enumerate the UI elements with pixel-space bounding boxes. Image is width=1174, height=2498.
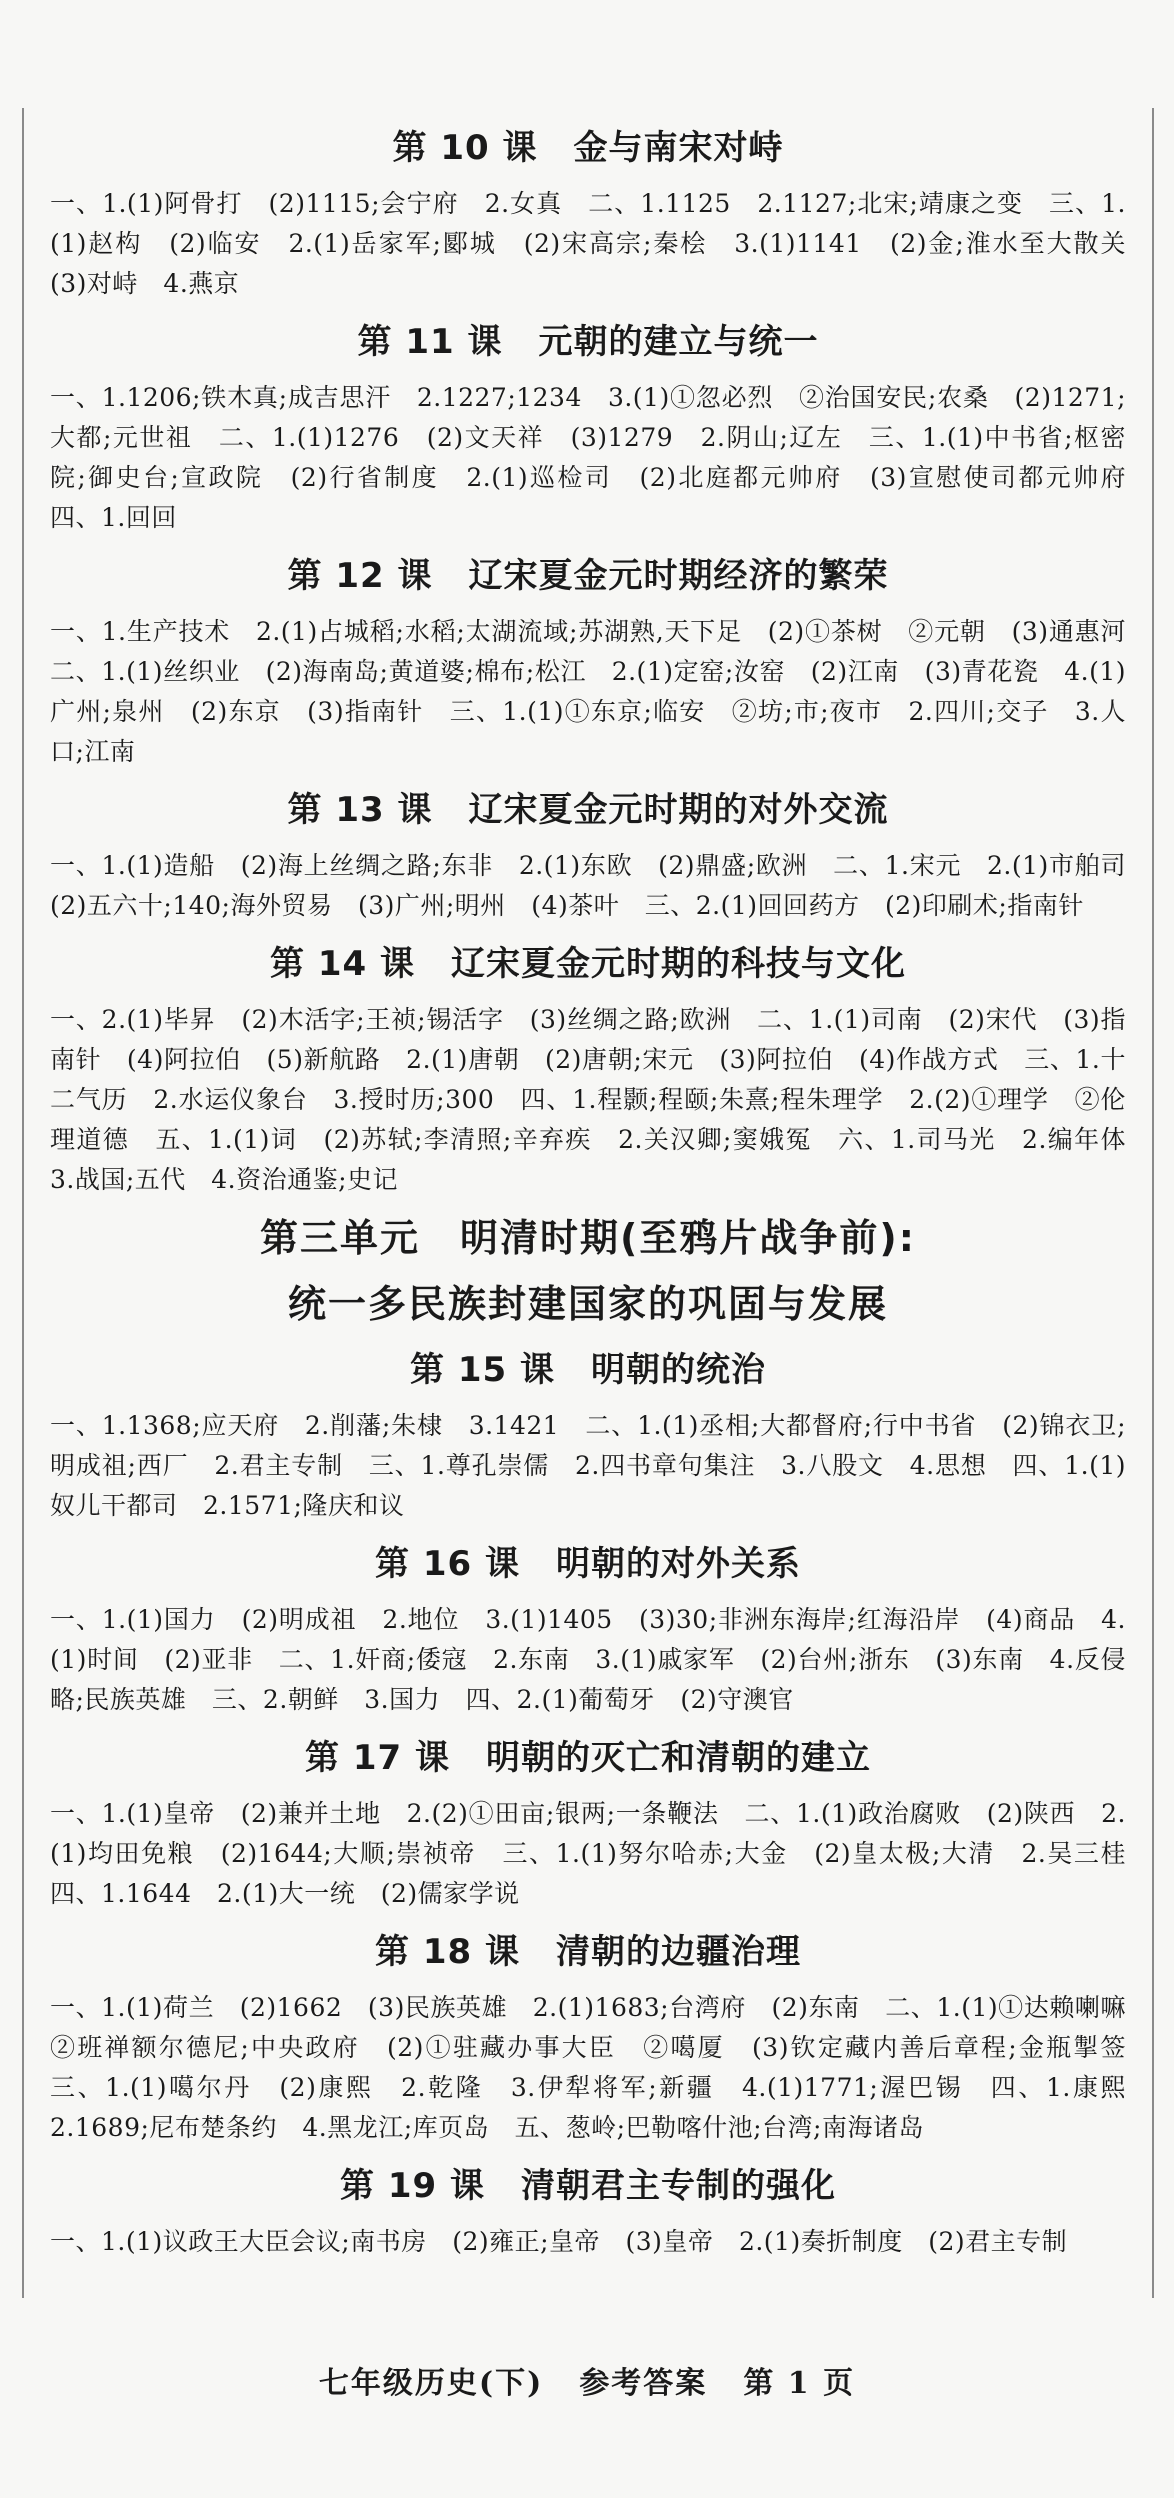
lesson-13-title <box>50 786 1126 834</box>
lesson-14-title <box>50 940 1126 988</box>
lesson-name: 辽宋夏金元时期经济的繁荣 <box>468 556 889 596</box>
right-border-line <box>1152 108 1154 2298</box>
lesson-number: 第 18 课 <box>375 1932 520 1972</box>
lesson-number: 第 19 课 <box>340 2166 485 2206</box>
lesson-14-answers: 一、2.(1)毕昇 (2)木活字;王祯;锡活字 (3)丝绸之路;欧洲 二、1.(1)司南 (2)宋代 (3)指南针 (4)阿拉伯 (5)新航路 2.(1)唐朝 (2)唐朝;宋元 (3)阿拉伯 (4)作战方式 三、1.十二气历 2.水运仪象台 3.授时历;300 四、1.程颢;程颐;朱熹;程朱理学 2.(2)①理学 ②伦理道德 五、1.(1)词 (2)苏轼;李清照;辛弃疾 2.关汉卿;窦娥冤 六、1.司马光 2.编年体 3.战国;五代 4.资治通鉴;史记 <box>50 1005 1152 1194</box>
footer-page-number: 第 1 页 <box>743 2366 856 2401</box>
unit-3-subtitle: 统一多民族封建国家的巩固与发展 <box>287 1282 888 1326</box>
lesson-17-answers: 一、1.(1)皇帝 (2)兼并土地 2.(2)①田亩;银两;一条鞭法 二、1.(1)政治腐败 (2)陕西 2.(1)均田免粮 (2)1644;大顺;崇祯帝 三、1.(1)努尔哈赤;大金 (2)皇太极;大清 2.吴三桂 四、1.1644 2.(1)大一统 (2)儒家学说 <box>50 1799 1152 1908</box>
lesson-17-title <box>50 1734 1126 1782</box>
lesson-15-title <box>50 1346 1126 1394</box>
lesson-11-title <box>50 318 1126 366</box>
lesson-number: 第 16 课 <box>375 1544 520 1584</box>
lesson-name: 明朝的灭亡和清朝的建立 <box>486 1738 871 1778</box>
lesson-number: 第 17 课 <box>305 1738 450 1778</box>
lesson-18-title <box>50 1928 1126 1976</box>
lesson-name: 清朝的边疆治理 <box>556 1932 801 1972</box>
lesson-15-answers: 一、1.1368;应天府 2.削藩;朱棣 3.1421 二、1.(1)丞相;大都督府;行中书省 (2)锦衣卫;明成祖;西厂 2.君主专制 三、1.尊孔崇儒 2.四书章句集注 3.八股文 4.思想 四、1.(1)奴儿干都司 2.1571;隆庆和议 <box>50 1411 1126 1520</box>
lesson-10-answers: 一、1.(1)阿骨打 (2)1115;会宁府 2.女真 二、1.1125 2.1127;北宋;靖康之变 三、1.(1)赵构 (2)临安 2.(1)岳家军;郾城 (2)宋高宗;秦桧 3.(1)1141 (2)金;淮水至大散关 (3)对峙 4.燕京 <box>50 189 1152 298</box>
lesson-16-answers: 一、1.(1)国力 (2)明成祖 2.地位 3.(1)1405 (3)30;非洲东海岸;红海沿岸 (4)商品 4.(1)时间 (2)亚非 二、1.奸商;倭寇 2.东南 3.(1)戚家军 (2)台州;浙东 (3)东南 4.反侵略;民族英雄 三、2.朝鲜 3.国力 四、2.(1)葡萄牙 (2)守澳官 <box>50 1605 1126 1714</box>
lesson-11-answers: 一、1.1206;铁木真;成吉思汗 2.1227;1234 3.(1)①忽必烈 ②治国安民;农桑 (2)1271;大都;元世祖 二、1.(1)1276 (2)文天祥 (3)1279 2.阴山;辽左 三、1.(1)中书省;枢密院;御史台;宣政院 (2)行省制度 2.(1)巡检司 (2)北庭都元帅府 (3)宣慰使司都元帅府 四、1.回回 <box>50 383 1152 532</box>
lesson-name: 清朝君主专制的强化 <box>521 2166 836 2206</box>
lesson-number: 第 12 课 <box>287 556 433 596</box>
lesson-number: 第 13 课 <box>287 790 433 830</box>
lesson-16-title <box>50 1540 1126 1588</box>
lesson-name: 金与南宋对峙 <box>573 128 784 168</box>
footer-book-title: 七年级历史(下) <box>318 2366 544 2401</box>
unit-number: 第三单元 <box>260 1216 421 1260</box>
lesson-name: 元朝的建立与统一 <box>538 322 819 362</box>
lesson-name: 辽宋夏金元时期的科技与文化 <box>451 944 906 984</box>
answer-key-page <box>50 110 1152 2262</box>
left-border-line <box>22 108 24 2298</box>
unit-3-title <box>50 1210 1126 1266</box>
unit-name: 明清时期(至鸦片战争前): <box>460 1216 916 1260</box>
lesson-12-title <box>50 552 1126 600</box>
lesson-name: 辽宋夏金元时期的对外交流 <box>468 790 889 830</box>
page-footer <box>0 2358 1174 2402</box>
lesson-12-answers: 一、1.生产技术 2.(1)占城稻;水稻;太湖流域;苏湖熟,天下足 (2)①茶树 ②元朝 (3)通惠河 二、1.(1)丝织业 (2)海南岛;黄道婆;棉布;松江 2.(1)定窑;汝窑 (2)江南 (3)青花瓷 4.(1)广州;泉州 (2)东京 (3)指南针 三、1.(1)①东京;临安 ②坊;市;夜市 2.四川;交子 3.人口;江南 <box>50 617 1152 766</box>
lesson-10-title <box>50 124 1126 172</box>
lesson-18-answers: 一、1.(1)荷兰 (2)1662 (3)民族英雄 2.(1)1683;台湾府 (2)东南 二、1.(1)①达赖喇嘛 ②班禅额尔德尼;中央政府 (2)①驻藏办事大臣 ②噶厦 (3)钦定藏内善后章程;金瓶掣签 三、1.(1)噶尔丹 (2)康熙 2.乾隆 3.伊犁将军;新疆 4.(1)1771;渥巴锡 四、1.康熙 2.1689;尼布楚条约 4.黑龙江;库页岛 五、葱岭;巴勒喀什池;台湾;南海诸岛 <box>50 1993 1152 2142</box>
lesson-name: 明朝的统治 <box>591 1350 766 1390</box>
lesson-number: 第 11 课 <box>357 322 503 362</box>
footer-section: 参考答案 <box>579 2366 708 2401</box>
lesson-19-title <box>50 2162 1126 2210</box>
lesson-number: 第 14 课 <box>270 944 415 984</box>
lesson-name: 明朝的对外关系 <box>556 1544 801 1584</box>
lesson-number: 第 15 课 <box>410 1350 555 1390</box>
lesson-13-answers: 一、1.(1)造船 (2)海上丝绸之路;东非 2.(1)东欧 (2)鼎盛;欧洲 二、1.宋元 2.(1)市舶司 (2)五六十;140;海外贸易 (3)广州;明州 (4)茶叶 三、2.(1)回回药方 (2)印刷术;指南针 <box>50 851 1152 920</box>
lesson-number: 第 10 课 <box>392 128 538 168</box>
lesson-19-answers: 一、1.(1)议政王大臣会议;南书房 (2)雍正;皇帝 (3)皇帝 2.(1)奏折制度 (2)君主专制 <box>50 2227 1068 2256</box>
